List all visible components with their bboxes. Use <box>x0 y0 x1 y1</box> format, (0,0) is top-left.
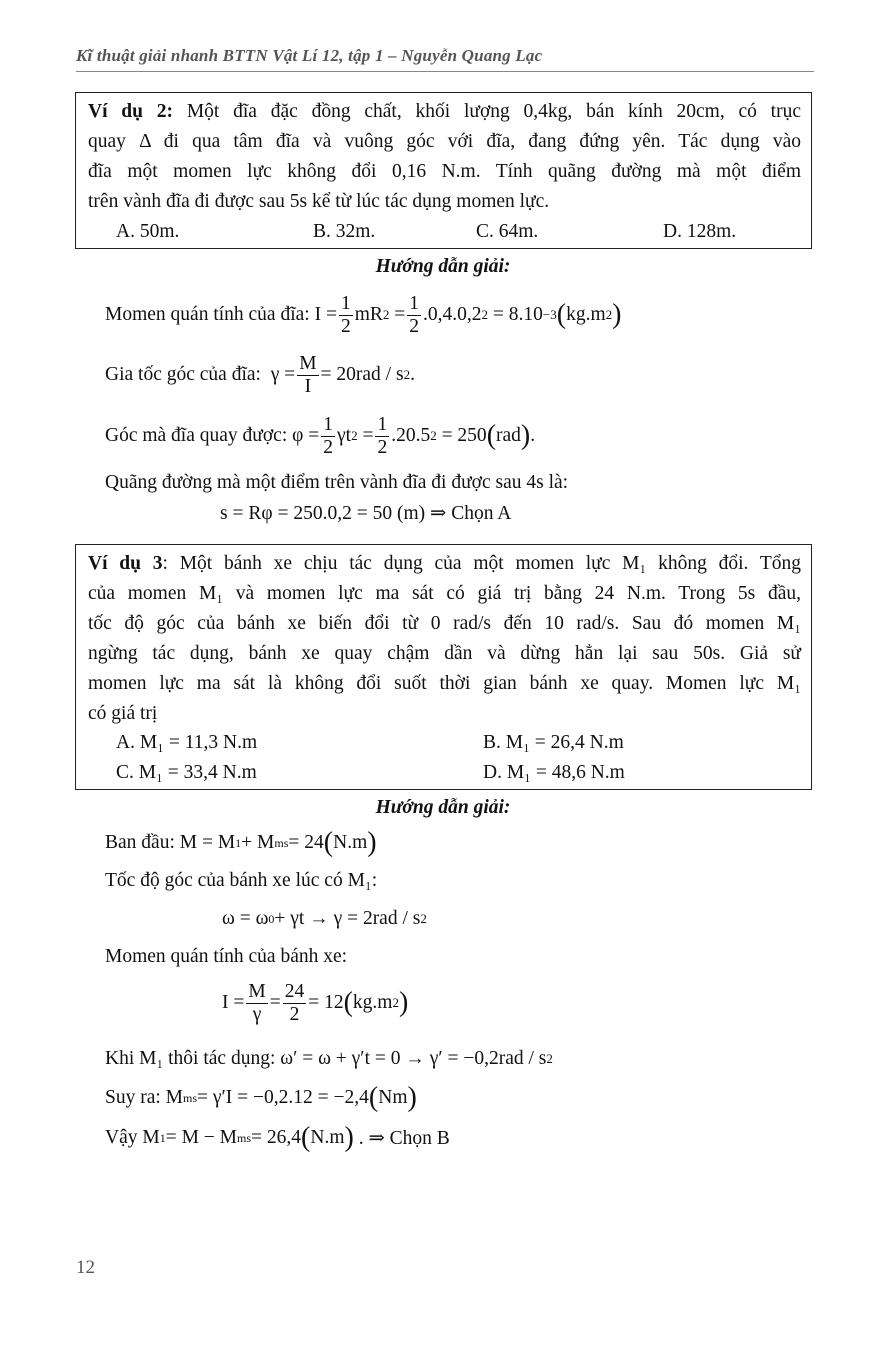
sol2-l1-lhs: I = <box>314 304 337 325</box>
sol2-l1-val: .0,4.0,2 <box>423 304 482 325</box>
sol2-l3-paren-open: ( <box>486 420 497 451</box>
solution-2-line-1 <box>105 290 621 340</box>
solution-2-line-3 <box>105 411 535 461</box>
sol3-l1-m: M = M <box>179 832 236 853</box>
solution-3-heading: Hướng dẫn giải: <box>375 797 511 818</box>
sol3-l6-text: Khi M₁ thôi tác dụng: <box>105 1048 276 1069</box>
sol2-l3-frac1-num: 1 <box>323 413 334 435</box>
sol3-l8-sub2: ms <box>237 1130 252 1145</box>
example-3-box <box>75 544 812 790</box>
sol2-l3-frac2-den: 2 <box>377 436 388 458</box>
sol2-l1-sq: 2 <box>382 307 390 322</box>
example-3-option-d: D. M₁ = 48,6 N.m <box>483 762 625 783</box>
solution-2-line-4: Quãng đường mà một điểm trên vành đĩa đi được sau 4s là: <box>105 472 569 493</box>
sol3-l8-paren-open: ( <box>301 1122 311 1153</box>
solution-3-line-6 <box>105 1042 553 1076</box>
solution-2-line-5: s = Rφ = 250.0,2 = 50 (m) ⇒ Chọn A <box>220 503 512 524</box>
solution-2-line-2 <box>105 350 415 400</box>
sol2-l3-frac1 <box>321 414 335 459</box>
sol3-l8-text: Vậy <box>105 1127 138 1148</box>
sol3-l8-paren-close: ) <box>344 1122 354 1153</box>
example-3-text-1: : Một bánh xe chịu tác dụng của một momen lực M₁ không đổi. Tổng <box>162 553 801 574</box>
example-2-option-b: B. 32m. <box>313 221 376 242</box>
sol2-l2-end: . <box>410 364 415 385</box>
example-2-line-2: quay Δ đi qua tâm đĩa và vuông góc với đĩa, đang đứng yên. Tác dụng vào <box>88 131 801 152</box>
sol3-l1-text: Ban đầu: <box>105 832 175 853</box>
example-3-label: Ví dụ 3 <box>88 553 163 574</box>
sol2-l3-frac1-den: 2 <box>323 436 334 458</box>
sol2-l2-res: = 20rad / s <box>320 364 404 385</box>
solution-3-line-7 <box>105 1081 417 1115</box>
sol3-l5-sq: 2 <box>392 995 399 1010</box>
sol3-l8-sub1: 1 <box>159 1130 166 1145</box>
sol3-l5-unit: kg.m <box>352 992 393 1013</box>
sol2-l1-frac1 <box>339 293 353 338</box>
example-2-line-1 <box>88 97 801 127</box>
example-3-option-a: A. M₁ = 11,3 N.m <box>116 732 258 753</box>
sol2-l1-eq: = <box>394 304 406 325</box>
example-2-line-3: đĩa một momen lực không đổi 0,16 N.m. Tính quãng đường mà một điểm <box>88 161 801 182</box>
sol3-l8-b: = M − M <box>165 1127 238 1148</box>
sol2-l1-text: Momen quán tính của đĩa: <box>105 304 310 325</box>
example-3-line-4: ngừng tác dụng, bánh xe quay chậm dần và dừng hẳn lại sau 50s. Giả sử <box>88 643 801 664</box>
sol3-l6-sq: 2 <box>546 1051 553 1066</box>
example-2-label: Ví dụ 2: <box>88 101 174 122</box>
sol3-l8-c: = 26,4 <box>251 1127 302 1148</box>
sol2-l1-frac2 <box>407 293 421 338</box>
sol2-l3-paren-close: ) <box>520 420 531 451</box>
sol2-l1-exp: −3 <box>542 307 557 322</box>
sol2-l2-sq: 2 <box>403 367 411 382</box>
example-2-option-c: C. 64m. <box>476 221 539 242</box>
sol3-l5-lhs: I = <box>222 992 245 1013</box>
sol2-l1-paren-open: ( <box>556 299 567 330</box>
sol3-l7-a: M <box>165 1087 184 1108</box>
sol2-l1-res: = 8.10 <box>492 304 543 325</box>
page-number: 12 <box>76 1257 95 1278</box>
sol3-l5-res: = 12 <box>308 992 344 1013</box>
sol3-l5-frac1-num: M <box>248 980 266 1002</box>
example-3-line-6: có giá trị <box>88 703 158 724</box>
sol3-l8-unit: N.m <box>310 1127 345 1148</box>
sol3-l8-end: . ⇒ Chọn B <box>358 1128 450 1149</box>
sol3-l3-b: + γt → γ = 2rad / s <box>274 908 421 929</box>
sol2-l1-frac2-num: 1 <box>409 292 420 314</box>
sol2-l1-paren-close: ) <box>612 299 622 330</box>
example-3-line-5: momen lực ma sát là không đổi suốt thời gian bánh xe quay. Momen lực M₁ <box>88 673 801 694</box>
sol3-l5-frac2-den: 2 <box>289 1003 300 1025</box>
sol3-l8-a: M <box>142 1127 160 1148</box>
sol2-l2-lhs: γ = <box>270 364 296 385</box>
example-2-option-a: A. 50m. <box>116 221 180 242</box>
sol3-l1-paren-close: ) <box>367 827 377 858</box>
solution-3-line-1 <box>105 826 377 860</box>
page-header: Kĩ thuật giải nhanh BTTN Vật Lí 12, tập 1 – Nguyễn Quang Lạc <box>76 46 543 65</box>
solution-3-line-2: Tốc độ góc của bánh xe lúc có M₁: <box>105 870 378 891</box>
sol2-l1-frac1-num: 1 <box>340 292 351 314</box>
sol2-l3-sq: 2 <box>351 428 358 443</box>
sol3-l5-frac2-num: 24 <box>284 980 305 1002</box>
sol3-l7-text: Suy ra: <box>105 1087 161 1108</box>
sol2-l1-frac2-den: 2 <box>409 315 420 337</box>
solution-3-line-8 <box>105 1121 450 1155</box>
sol3-l1-sub2: ms <box>274 835 289 850</box>
sol3-l7-paren-open: ( <box>368 1082 379 1113</box>
sol2-l3-text: Góc mà đĩa quay được: <box>105 425 288 446</box>
solution-3-line-5 <box>222 976 408 1030</box>
sol2-l3-end: . <box>530 425 536 446</box>
sol2-l3-lhs: φ = <box>292 425 320 446</box>
sol3-l5-eq: = <box>269 992 281 1013</box>
example-3-option-b: B. M₁ = 26,4 N.m <box>483 732 624 753</box>
sol2-l1-unit-sq: 2 <box>605 307 613 322</box>
sol2-l3-frac2 <box>375 414 389 459</box>
header-rule <box>76 71 814 72</box>
example-2-option-d: D. 128m. <box>663 221 737 242</box>
solution-3-line-4: Momen quán tính của bánh xe: <box>105 946 348 967</box>
example-2-line-4: trên vành đĩa đi được sau 5s kể từ lúc tác dụng momen lực. <box>88 191 550 212</box>
sol2-l2-frac <box>297 353 318 398</box>
sol3-l6-math: ω′ = ω + γ′t = 0 → γ′ = −0,2rad / s <box>280 1048 547 1069</box>
sol3-l5-frac2 <box>283 981 307 1026</box>
sol2-l3-unit: rad <box>496 425 521 446</box>
example-3-line-2: của momen M₁ và momen lực ma sát có giá trị bằng 24 N.m. Trong 5s đầu, <box>88 583 801 604</box>
sol2-l1-frac1-den: 2 <box>340 315 351 337</box>
sol2-l2-frac-den: I <box>304 375 312 397</box>
sol2-l3-sq2: 2 <box>430 428 437 443</box>
sol3-l1-paren-open: ( <box>323 827 334 858</box>
sol3-l5-paren-open: ( <box>343 987 353 1018</box>
sol3-l5-frac1 <box>246 981 267 1026</box>
sol3-l1-res: = 24 <box>288 832 324 853</box>
sol2-l3-eq: = <box>362 425 374 446</box>
sol2-l3-val: .20.5 <box>391 425 431 446</box>
solution-3-line-3 <box>222 902 427 936</box>
sol2-l2-text: Gia tốc góc của đĩa: <box>105 364 261 385</box>
sol2-l1-sq2: 2 <box>481 307 489 322</box>
sol3-l7-unit: Nm <box>378 1087 408 1108</box>
sol2-l2-frac-num: M <box>299 352 317 374</box>
example-2-box <box>75 92 812 249</box>
solution-2-heading: Hướng dẫn giải: <box>375 256 511 277</box>
sol3-l7-paren-close: ) <box>407 1082 417 1113</box>
example-3-line-1 <box>88 549 801 579</box>
sol3-l1-unit: N.m <box>333 832 368 853</box>
sol3-l3-sub: 0 <box>268 911 275 926</box>
sol3-l5-paren-close: ) <box>398 987 409 1018</box>
sol3-l3-a: ω = ω <box>222 908 269 929</box>
sol2-l3-res: = 250 <box>441 425 487 446</box>
example-3-option-c: C. M₁ = 33,4 N.m <box>116 762 257 783</box>
sol2-l1-unit: kg.m <box>566 304 606 325</box>
example-3-line-3: tốc độ góc của bánh xe biến đổi từ 0 rad/s đến 10 rad/s. Sau đó momen M₁ <box>88 613 801 634</box>
example-2-text-1: Một đĩa đặc đồng chất, khối lượng 0,4kg, bán kính 20cm, có trục <box>186 101 801 122</box>
sol3-l1-plus: + M <box>241 832 275 853</box>
sol3-l3-sq: 2 <box>420 911 427 926</box>
sol3-l1-sub1: 1 <box>235 835 242 850</box>
sol2-l1-mid: mR <box>354 304 383 325</box>
sol3-l5-frac1-den: γ <box>252 1003 262 1025</box>
sol2-l3-frac2-num: 1 <box>377 413 388 435</box>
sol3-l7-sub: ms <box>183 1090 198 1105</box>
sol3-l7-b: = γ′I = −0,2.12 = −2,4 <box>197 1087 369 1108</box>
sol2-l3-mid: γt <box>337 425 352 446</box>
